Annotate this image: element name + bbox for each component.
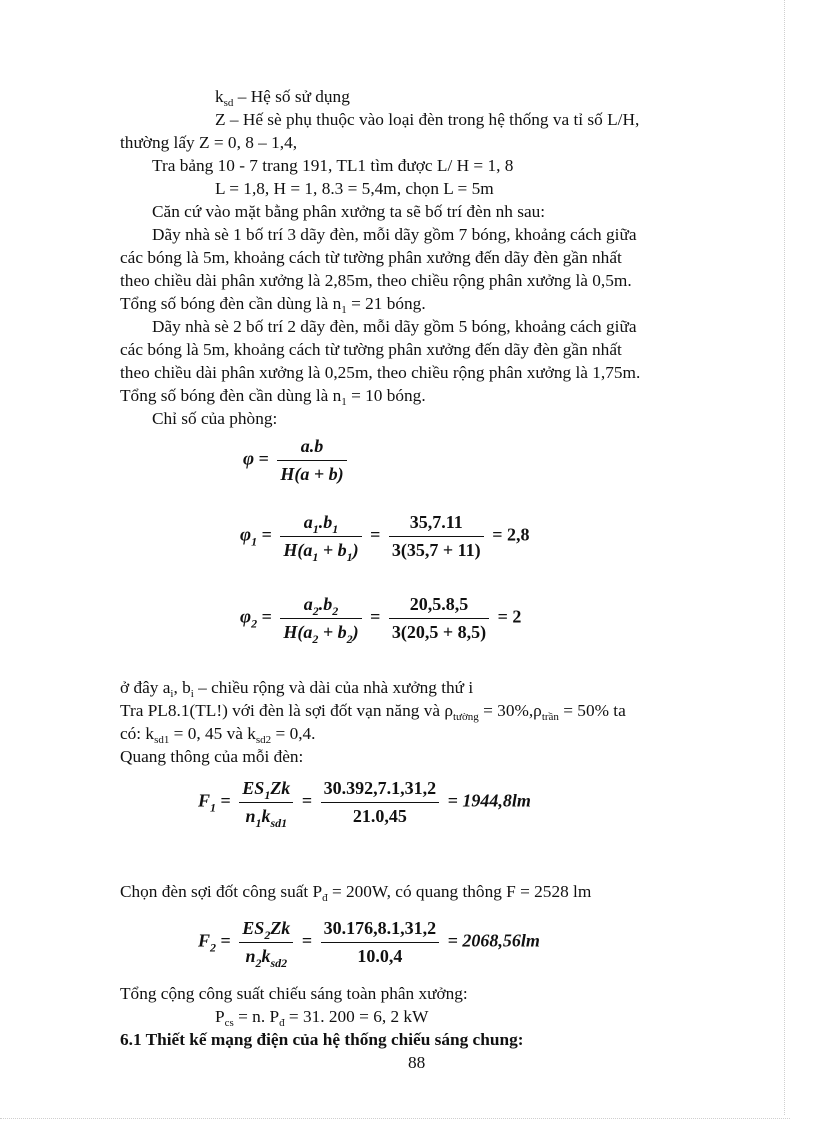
text-line: L = 1,8, H = 1, 8.3 = 5,4m, chọn L = 5m: [215, 179, 494, 198]
section-heading: 6.1 Thiết kế mạng điện của hệ thống chiếu sáng chung:: [120, 1030, 524, 1049]
room-index-heading: Chỉ số của phòng:: [152, 409, 278, 428]
text-line: ở đây $a_i$, $b_i$ – chiều rộng và dài của nhà xưởng thứ i: [120, 678, 474, 700]
text-line: Căn cứ vào mặt bằng phân xưởng ta sẽ bố trí đèn nh sau:: [152, 202, 546, 221]
text-line: có: $k_{sd1} = 0$, 45 và $k_{sd2} = 0,4$.: [120, 724, 316, 746]
formula-phi: φ = $\frac{a.b}{H(a + b)}$: [243, 436, 351, 485]
paragraph-line: Dãy nhà sè 2 bố trí 2 dãy đèn, mỗi dãy gồm 5 bóng, khoảng cách giữa: [152, 317, 637, 336]
page-number: 88: [408, 1053, 426, 1072]
text-line: Z – Hế sè phụ thuộc vào loại đèn trong hệ thống va tỉ số L/H,: [215, 110, 640, 129]
flux-heading: Quang thông của mỗi đèn:: [120, 747, 304, 766]
text-line: thường lấy Z = 0, 8 – 1,4,: [120, 133, 298, 152]
paragraph-line: theo chiều dài phân xưởng là 0,25m, theo chiều rộng phân xưởng là 1,75m.: [120, 363, 641, 382]
paragraph-line: Tổng số bóng đèn cần dùng là $n_1 = 21$ bóng.: [120, 294, 426, 316]
paragraph-line: Dãy nhà sè 1 bố trí 3 dãy đèn, mỗi dãy gồm 7 bóng, khoảng cách giữa: [152, 225, 637, 244]
page-border-bottom: [0, 1118, 790, 1119]
formula-F2: $F_2$ = $\frac{ES_2Zk}{n_2k_{sd2}}$ = $\frac{30.176,8.1,31,2}{10.0,4}$ = 2068,56lm: [198, 918, 540, 970]
text-line: $P_{cs} = n$. $P_đ = 31$. 200 = 6, 2 kW: [215, 1007, 429, 1029]
text-line: $k_{sd}$ – Hệ số sử dụng: [215, 87, 350, 109]
text-line: Tổng cộng công suất chiếu sáng toàn phân xưởng:: [120, 984, 468, 1003]
paragraph-line: Tổng số bóng đèn cần dùng là $n_1 = 10$ bóng.: [120, 386, 426, 408]
formula-phi2: $\varphi_2$ = $\frac{a_2.b_2}{H(a_2 + b_2)}$ = $\frac{20,5.8,5}{3(20,5 + 8,5)}$ = 2: [240, 594, 522, 646]
paragraph-line: các bóng là 5m, khoảng cách từ tường phân xưởng đến dãy đèn gần nhất: [120, 340, 622, 359]
text-line: Chọn đèn sợi đốt công suất $P_đ = 200W$, có quang thông F = 2528 lm: [120, 882, 592, 904]
paragraph-line: theo chiều dài phân xưởng là 2,85m, theo chiều rộng phân xưởng là 0,5m.: [120, 271, 632, 290]
paragraph-line: các bóng là 5m, khoảng cách từ tường phân xưởng đến dãy đèn gần nhất: [120, 248, 622, 267]
page-border-right: [784, 0, 785, 1115]
text-line: Tra bảng 10 - 7 trang 191, TL1 tìm được L/ H = 1, 8: [152, 156, 514, 175]
formula-phi1: $\varphi_1$ = $\frac{a_1.b_1}{H(a_1 + b_1)}$ = $\frac{35,7.11}{3(35,7 + 11)}$ = 2,8: [240, 512, 530, 564]
text-line: Tra PL8.1(TL!) với đèn là sợi đốt vạn năng và $\rho_{tường} = 30\%,\rho_{trần} = 50\%$ ta: [120, 701, 626, 723]
formula-F1: $F_1$ = $\frac{ES_1Zk}{n_1k_{sd1}}$ = $\frac{30.392,7.1,31,2}{21.0,45}$ = 1944,8lm: [198, 778, 531, 830]
